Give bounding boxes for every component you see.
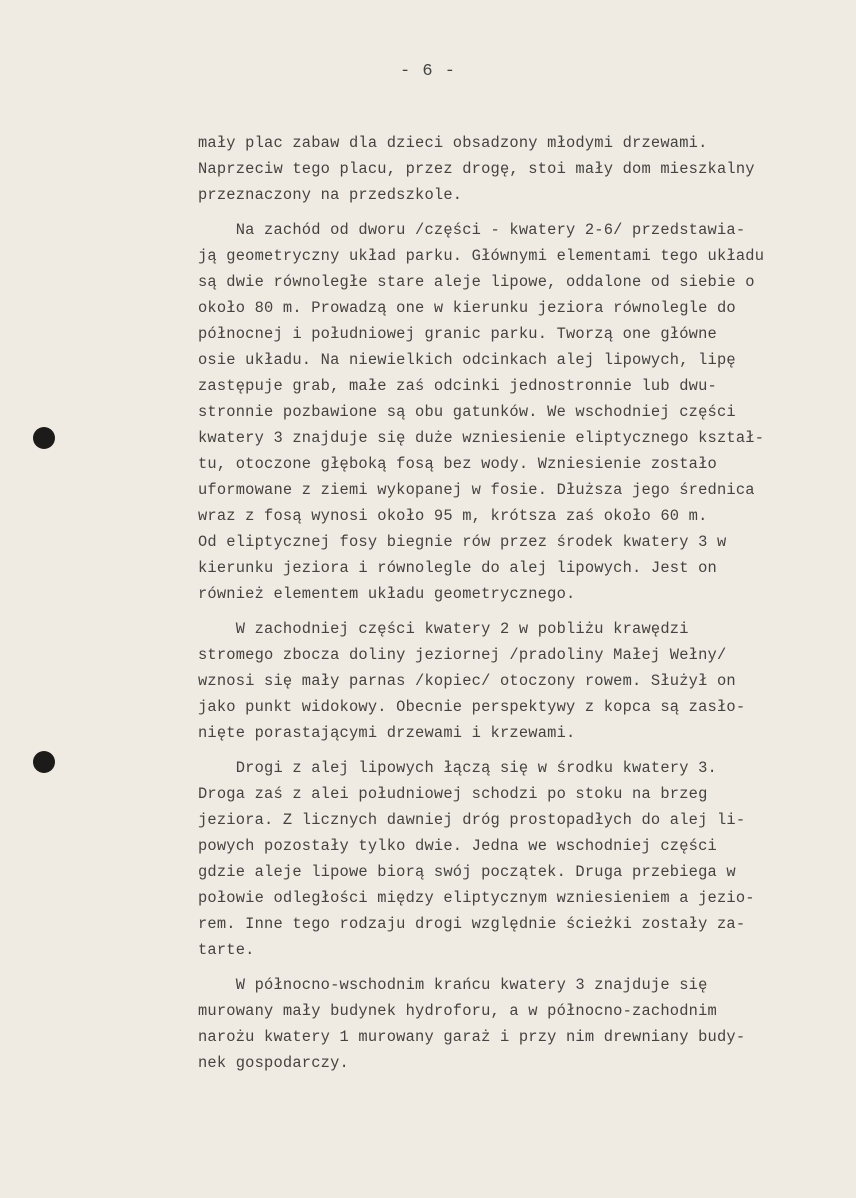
text-line: W zachodniej części kwatery 2 w pobliżu krawędzi — [198, 620, 689, 638]
text-line: tu, otoczone głęboką fosą bez wody. Wzniesienie zostało — [198, 455, 717, 473]
text-line: murowany mały budynek hydroforu, a w północno-zachodnim — [198, 1002, 717, 1020]
text-line: ją geometryczny układ parku. Głównymi elementami tego układu — [198, 247, 765, 265]
text-line: kwatery 3 znajduje się duże wzniesienie eliptycznego kształ- — [198, 429, 765, 447]
text-line: około 80 m. Prowadzą one w kierunku jeziora równolegle do — [198, 299, 736, 317]
text-line: osie układu. Na niewielkich odcinkach alej lipowych, lipę — [198, 351, 736, 369]
text-line: nek gospodarczy. — [198, 1054, 349, 1072]
punch-hole — [33, 427, 55, 449]
text-line: przeznaczony na przedszkole. — [198, 186, 463, 204]
text-line: Na zachód od dworu /części - kwatery 2-6/ przedstawia- — [198, 221, 746, 239]
page-number: - 6 - — [399, 62, 456, 81]
text-line: kierunku jeziora i równolegle do alej lipowych. Jest on — [198, 559, 717, 577]
text-line: wraz z fosą wynosi około 95 m, krótsza zaś około 60 m. — [198, 507, 708, 525]
text-line: stromego zbocza doliny jeziornej /pradoliny Małej Wełny/ — [198, 646, 727, 664]
paragraph — [198, 130, 838, 208]
text-line: Naprzeciw tego placu, przez drogę, stoi mały dom mieszkalny — [198, 160, 755, 178]
text-line: również elementem układu geometrycznego. — [198, 585, 576, 603]
text-line: gdzie aleje lipowe biorą swój początek. Druga przebiega w — [198, 863, 736, 881]
text-line: Od eliptycznej fosy biegnie rów przez środek kwatery 3 w — [198, 533, 727, 551]
text-line: W północno-wschodnim krańcu kwatery 3 znajduje się — [198, 976, 708, 994]
text-line: tarte. — [198, 941, 255, 959]
typewritten-body — [198, 130, 838, 1085]
text-line: są dwie równoległe stare aleje lipowe, oddalone od siebie o — [198, 273, 755, 291]
punch-hole — [33, 751, 55, 773]
text-line: mały plac zabaw dla dzieci obsadzony młodymi drzewami. — [198, 134, 708, 152]
paragraph — [198, 616, 838, 746]
text-line: narożu kwatery 1 murowany garaż i przy nim drewniany budy- — [198, 1028, 746, 1046]
paragraph — [198, 755, 838, 963]
text-line: powych pozostały tylko dwie. Jedna we wschodniej części — [198, 837, 717, 855]
paragraph — [198, 217, 838, 607]
text-line: jeziora. Z licznych dawniej dróg prostopadłych do alej li- — [198, 811, 746, 829]
text-line: jako punkt widokowy. Obecnie perspektywy z kopca są zasło- — [198, 698, 746, 716]
text-line: uformowane z ziemi wykopanej w fosie. Dłuższa jego średnica — [198, 481, 755, 499]
text-line: wznosi się mały parnas /kopiec/ otoczony rowem. Służył on — [198, 672, 736, 690]
text-line: Drogi z alej lipowych łączą się w środku kwatery 3. — [198, 759, 717, 777]
text-line: stronnie pozbawione są obu gatunków. We wschodniej części — [198, 403, 736, 421]
text-line: rem. Inne tego rodzaju drogi względnie ścieżki zostały za- — [198, 915, 746, 933]
text-line: północnej i południowej granic parku. Tworzą one główne — [198, 325, 717, 343]
text-line: zastępuje grab, małe zaś odcinki jednostronnie lub dwu- — [198, 377, 717, 395]
text-line: nięte porastającymi drzewami i krzewami. — [198, 724, 576, 742]
text-line: połowie odległości między eliptycznym wzniesieniem a jezio- — [198, 889, 755, 907]
text-line: Droga zaś z alei południowej schodzi po stoku na brzeg — [198, 785, 708, 803]
paragraph — [198, 972, 838, 1076]
